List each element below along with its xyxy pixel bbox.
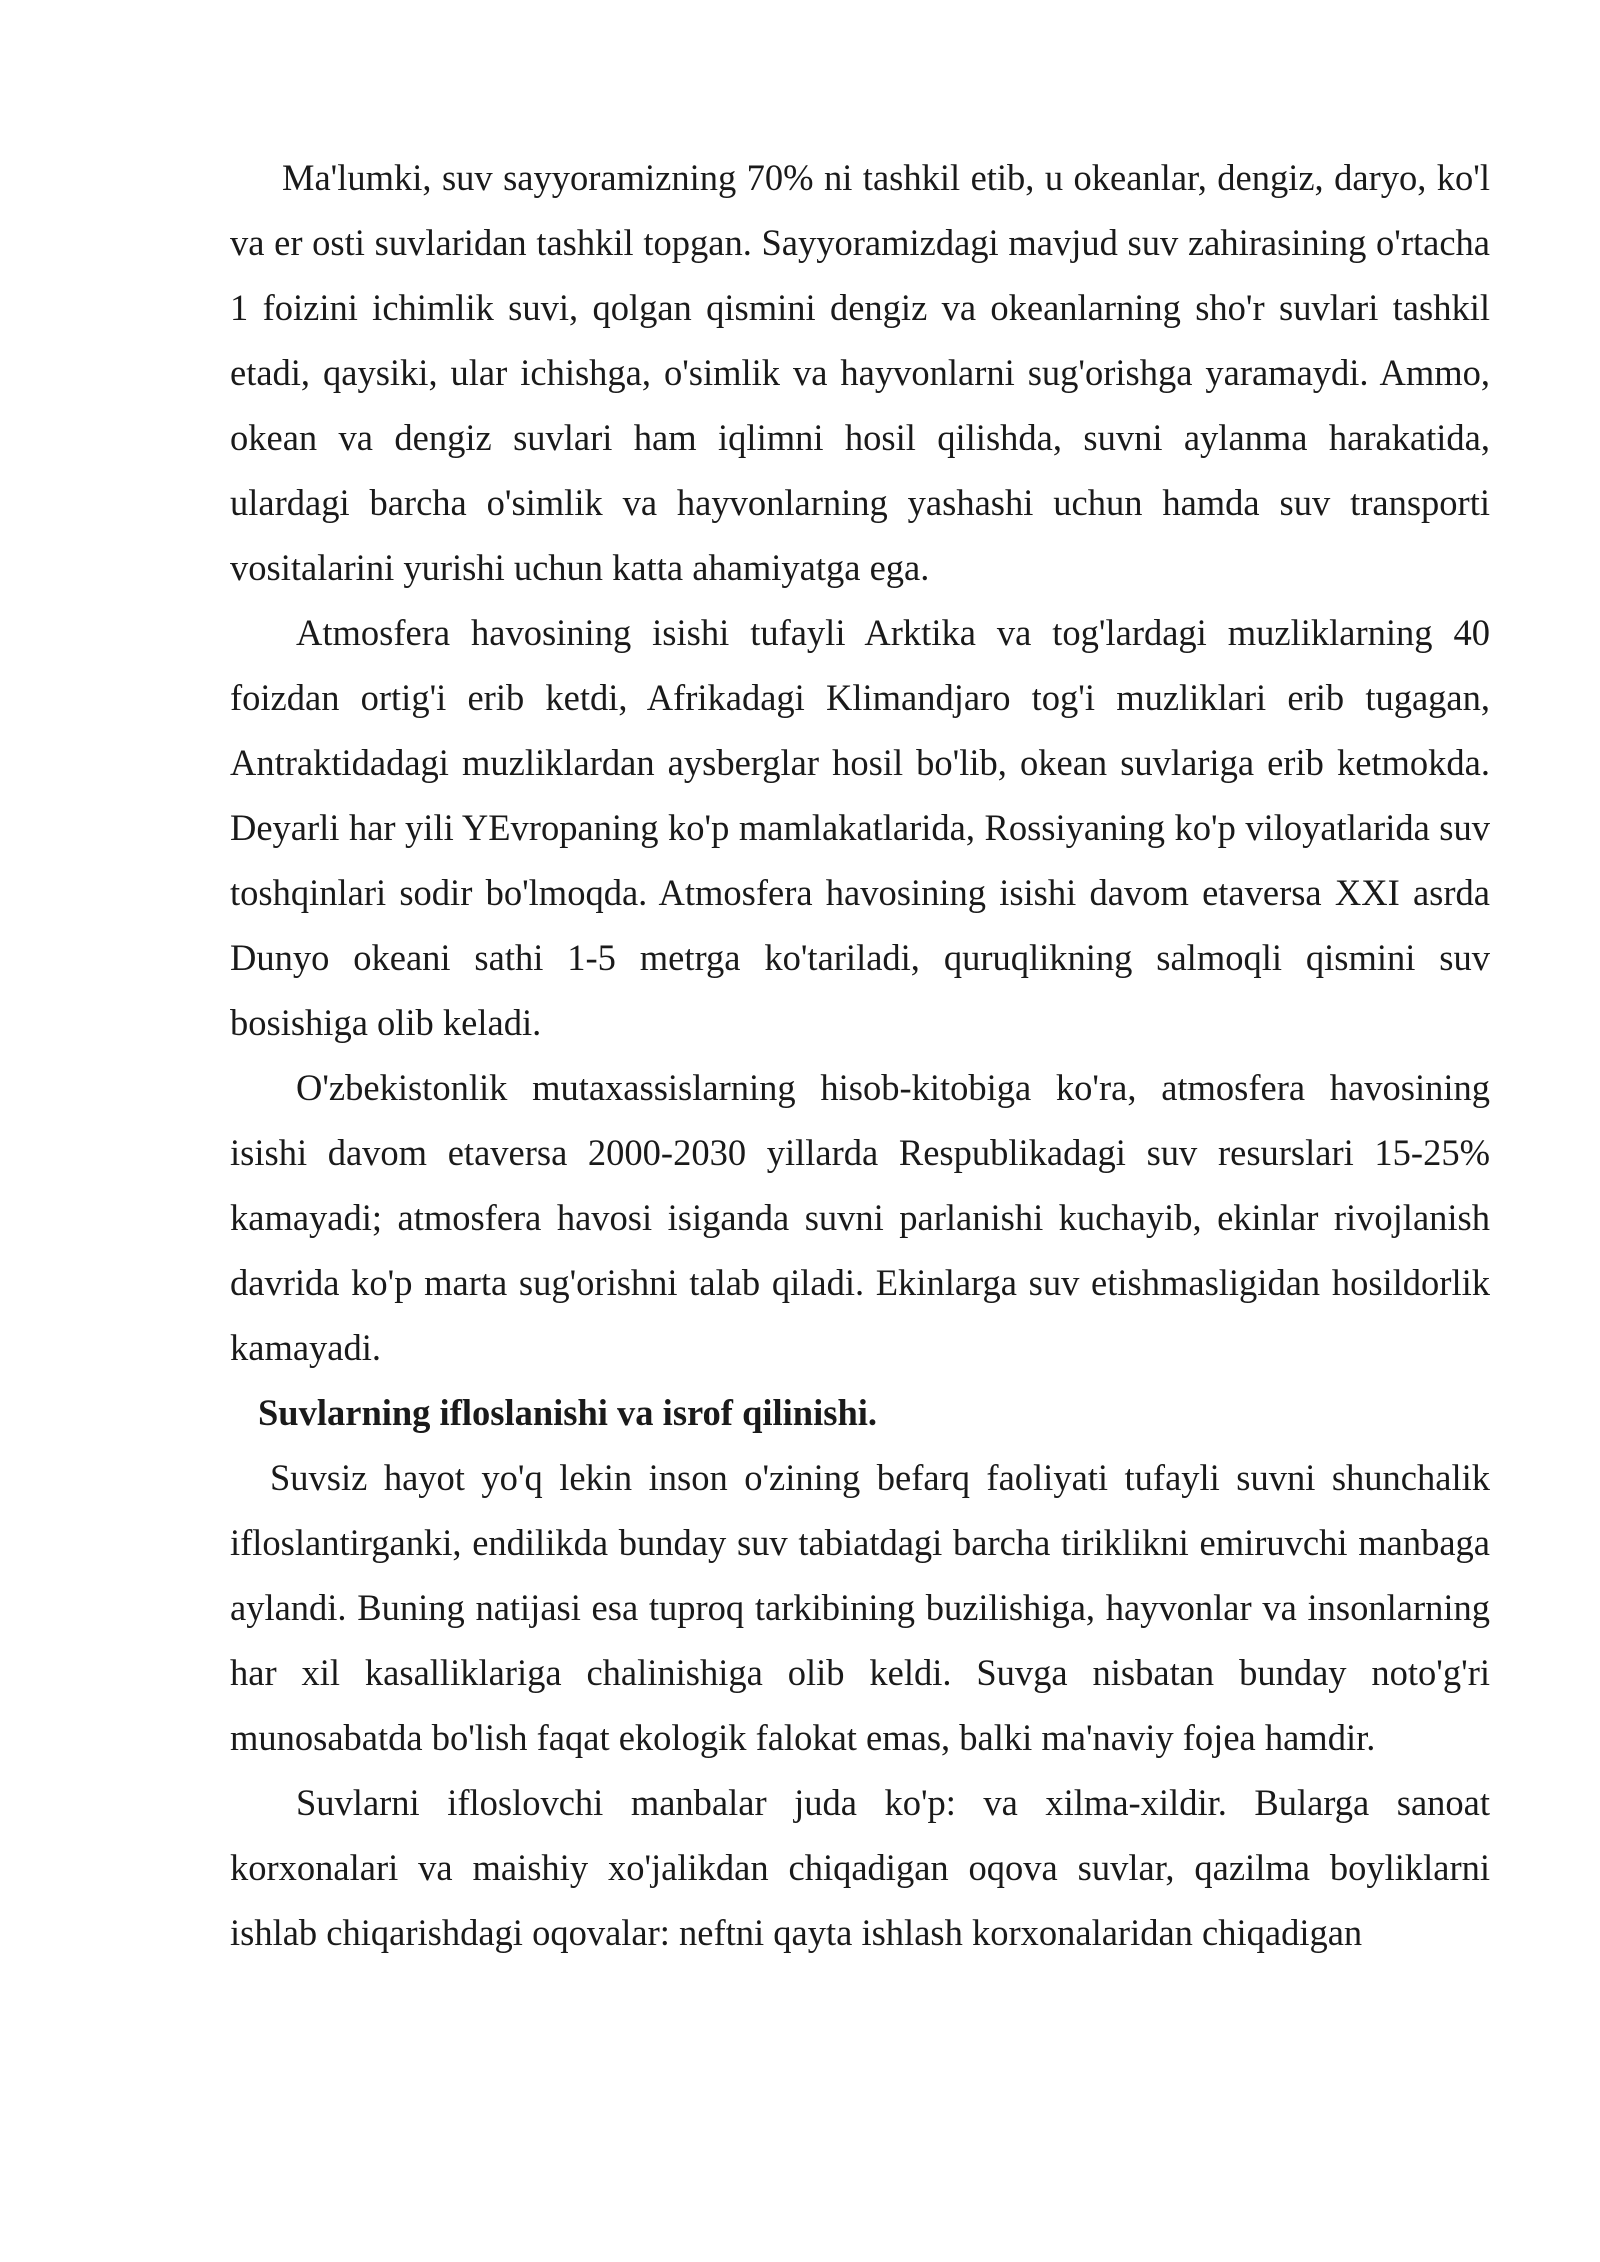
document-body <box>230 145 1490 1965</box>
paragraph-water-resources: Ma'lumki, suv sayyoramizning 70% ni tashkil etib, u okeanlar, dengiz, daryo, ko'l va er osti suvlaridan tashkil topgan. Sayyoramizdagi mavjud suv zahirasining o'rtacha 1 foizini ichimlik suvi, qolgan qismini dengiz va okeanlarning sho'r suvlari tashkil etadi, qaysiki, ular ichishga, o'simlik va hayvonlarni sug'orishga yaramaydi. Ammo, okean va dengiz suvlari ham iqlimni hosil qilishda, suvni aylanma harakatida, ulardagi barcha o'simlik va hayvonlarning yashashi uchun hamda suv transporti vositalarini yurishi uchun katta ahamiyatga ega. <box>230 157 1490 588</box>
paragraph-glacier-melting: Atmosfera havosining isishi tufayli Arktika va tog'lardagi muzliklarning 40 foizdan ortig'i erib ketdi, Afrikadagi Klimandjaro tog'i muzliklari erib tugagan, Antraktidadagi muzliklardan aysberglar hosil bo'lib, okean suvlariga erib ketmokda. Deyarli har yili YEvropaning ko'p mamlakatlarida, Rossiyaning ko'p viloyatlarida suv toshqinlari sodir bo'lmoqda. Atmosfera havosining isishi davom etaversa XXI asrda Dunyo okeani sathi 1-5 metrga ko'tariladi, quruqlikning salmoqli qismini suv bosishiga olib keladi. <box>230 612 1490 1043</box>
section-heading: Suvlarning ifloslanishi va isrof qilinishi. <box>258 1392 878 1433</box>
paragraph-pollution-sources: Suvlarni ifloslovchi manbalar juda ko'p: va xilma-xildir. Bularga sanoat korxonalari va maishiy xo'jalikdan chiqadigan oqova suvlar, qazilma boyliklarni ishlab chiqarishdagi oqovalar: neftni qayta ishlash korxonalaridan chiqadigan <box>230 1782 1490 1953</box>
paragraph-water-pollution: Suvsiz hayot yo'q lekin inson o'zining befarq faoliyati tufayli suvni shunchalik ifloslantirganki, endilikda bunday suv tabiatdagi barcha tiriklikni emiruvchi manbaga aylandi. Buning natijasi esa tuproq tarkibining buzilishiga, hayvonlar va insonlarning har xil kasalliklariga chalinishiga olib keldi. Suvga nisbatan bunday noto'g'ri munosabatda bo'lish faqat ekologik falokat emas, balki ma'naviy fojea hamdir. <box>230 1457 1490 1758</box>
paragraph-uzbekistan-forecast: O'zbekistonlik mutaxassislarning hisob-kitobiga ko'ra, atmosfera havosining isishi davom etaversa 2000-2030 yillarda Respublikadagi suv resurslari 15-25% kamayadi; atmosfera havosi isiganda suvni parlanishi kuchayib, ekinlar rivojlanish davrida ko'p marta sug'orishni talab qiladi. Ekinlarga suv etishmasligidan hosildorlik kamayadi. <box>230 1067 1490 1368</box>
